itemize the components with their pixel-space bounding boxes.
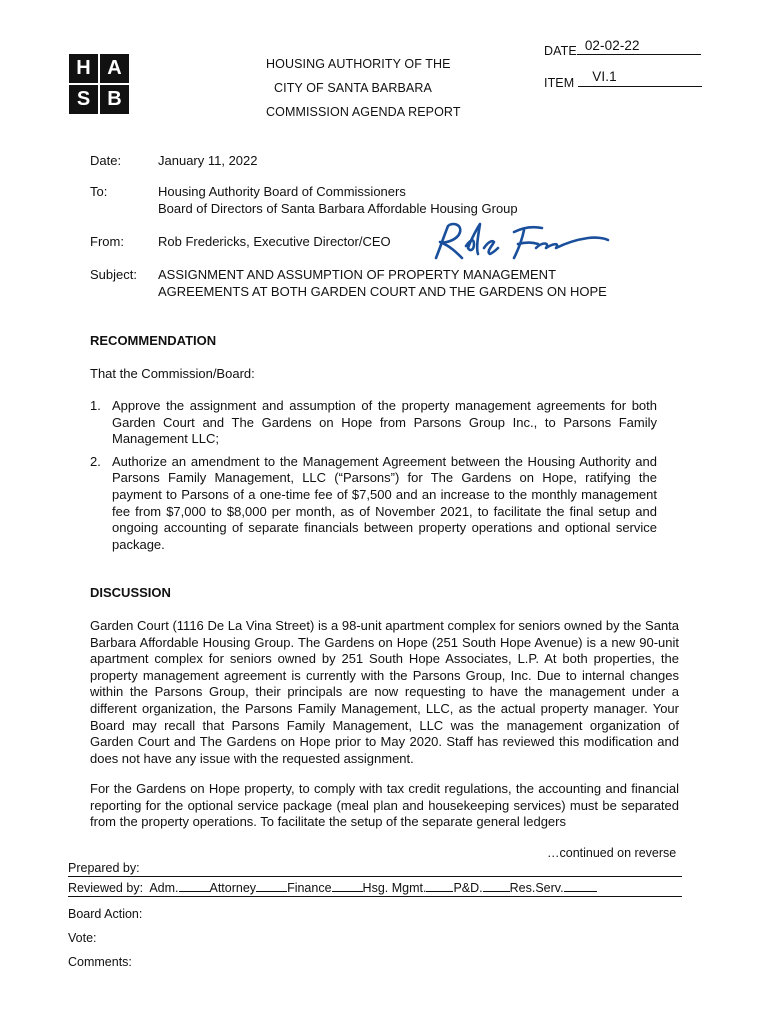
- discussion-heading: DISCUSSION: [90, 585, 171, 600]
- memo-subject-label: Subject:: [90, 267, 137, 282]
- list-item: [90, 398, 657, 448]
- header-report-title: COMMISSION AGENDA REPORT: [266, 105, 461, 119]
- recommendation-heading: RECOMMENDATION: [90, 333, 217, 348]
- logo-letter: B: [100, 85, 129, 114]
- memo-from-label: From:: [90, 234, 124, 249]
- logo-letter: A: [100, 54, 129, 83]
- hasb-logo: [69, 54, 129, 114]
- date-field: [544, 40, 704, 58]
- item-field: [544, 69, 704, 90]
- item-field-label: ITEM: [544, 76, 575, 90]
- comments-label: Comments:: [68, 955, 132, 969]
- vote-label: Vote:: [68, 931, 97, 945]
- memo-date-value: January 11, 2022: [158, 153, 258, 168]
- memo-to-line2: Board of Directors of Santa Barbara Affordable Housing Group: [158, 201, 518, 216]
- footer-rule-top: [68, 876, 682, 877]
- footer-rule-bottom: [68, 896, 682, 897]
- reviewed-by-row: [68, 880, 597, 895]
- header-agency-line1: HOUSING AUTHORITY OF THE: [266, 57, 451, 71]
- review-res-serv-label: Res.Serv.: [509, 881, 564, 895]
- recommendation-intro: That the Commission/Board:: [90, 366, 255, 381]
- discussion-paragraph-1: Garden Court (1116 De La Vina Street) is a 98-unit apartment complex for seniors owned by the Santa Barbara Affordable Housing Group. The Gardens on Hope (251 South Hope Avenue) is a new 90-unit apartment complex for seniors owned by 251 South Hope Associates, L.P. At both properties, the property management agreement is currently with the Parsons Group, Inc. Due to internal changes within the Parsons Group, their principals are now requesting to have the management under a different organization, the Parsons Family Management, LLC, as the actual property manager. Your Board may recall that Parsons Family Management, LLC was the management organization of Garden Court and The Gardens on Hope prior to May 2020. Staff has reviewed this modification and does not have any issue with the requested assignment.: [90, 618, 679, 766]
- review-adm-label: Adm.: [149, 881, 179, 895]
- list-item: [90, 454, 657, 554]
- review-finance-label: Finance: [287, 881, 332, 895]
- review-hsg-mgmt-label: Hsg. Mgmt.: [362, 881, 427, 895]
- list-item-number: 2.: [90, 453, 101, 469]
- date-field-value: 02-02-22: [584, 38, 640, 53]
- continued-note: …continued on reverse: [547, 846, 677, 860]
- logo-letter: S: [69, 85, 98, 114]
- reviewed-by-label: Reviewed by:: [68, 881, 144, 895]
- list-item-text: Approve the assignment and assumption of the property management agreements for both Garden Court and The Gardens on Hope from Parsons Group Inc., to Parsons Family Management LLC;: [112, 398, 657, 447]
- board-action-label: Board Action:: [68, 907, 143, 921]
- list-item-number: 1.: [90, 398, 101, 413]
- signature-image: [422, 218, 612, 264]
- memo-to-label: To:: [90, 184, 108, 199]
- memo-subject-line2: AGREEMENTS AT BOTH GARDEN COURT AND THE GARDENS ON HOPE: [158, 284, 607, 299]
- memo-from-value: Rob Fredericks, Executive Director/CEO: [158, 234, 391, 249]
- memo-subject-line1: ASSIGNMENT AND ASSUMPTION OF PROPERTY MANAGEMENT: [158, 267, 557, 282]
- logo-letter: H: [69, 54, 98, 83]
- list-item-text: Authorize an amendment to the Management Agreement between the Housing Authority and Parsons Family Management, LLC (“Parsons”) for The Gardens on Hope, ratifying the payment to Parsons of a one-time fee of $7,500 and an increase to the monthly management fee from $7,000 to $8,000 per month, as of November 2021, to facilitate the final setup and ongoing accounting of separate financials between property operations and optional service package.: [112, 453, 657, 552]
- recommendation-list: [90, 398, 657, 559]
- review-pd-label: P&D.: [453, 881, 483, 895]
- date-field-label: DATE: [544, 44, 577, 58]
- header-agency-line2: CITY OF SANTA BARBARA: [274, 81, 432, 95]
- memo-date-label: Date:: [90, 153, 122, 168]
- discussion-paragraph-2: For the Gardens on Hope property, to comply with tax credit regulations, the accounting and financial reporting for the optional service package (meal plan and housekeeping services) must be separated from the property operations. To facilitate the setup of the separate general ledgers: [90, 781, 679, 830]
- item-field-value: VI.1: [592, 69, 617, 84]
- memo-to-line1: Housing Authority Board of Commissioners: [158, 184, 406, 199]
- review-attorney-label: Attorney: [209, 881, 257, 895]
- prepared-by-label: Prepared by:: [68, 861, 140, 875]
